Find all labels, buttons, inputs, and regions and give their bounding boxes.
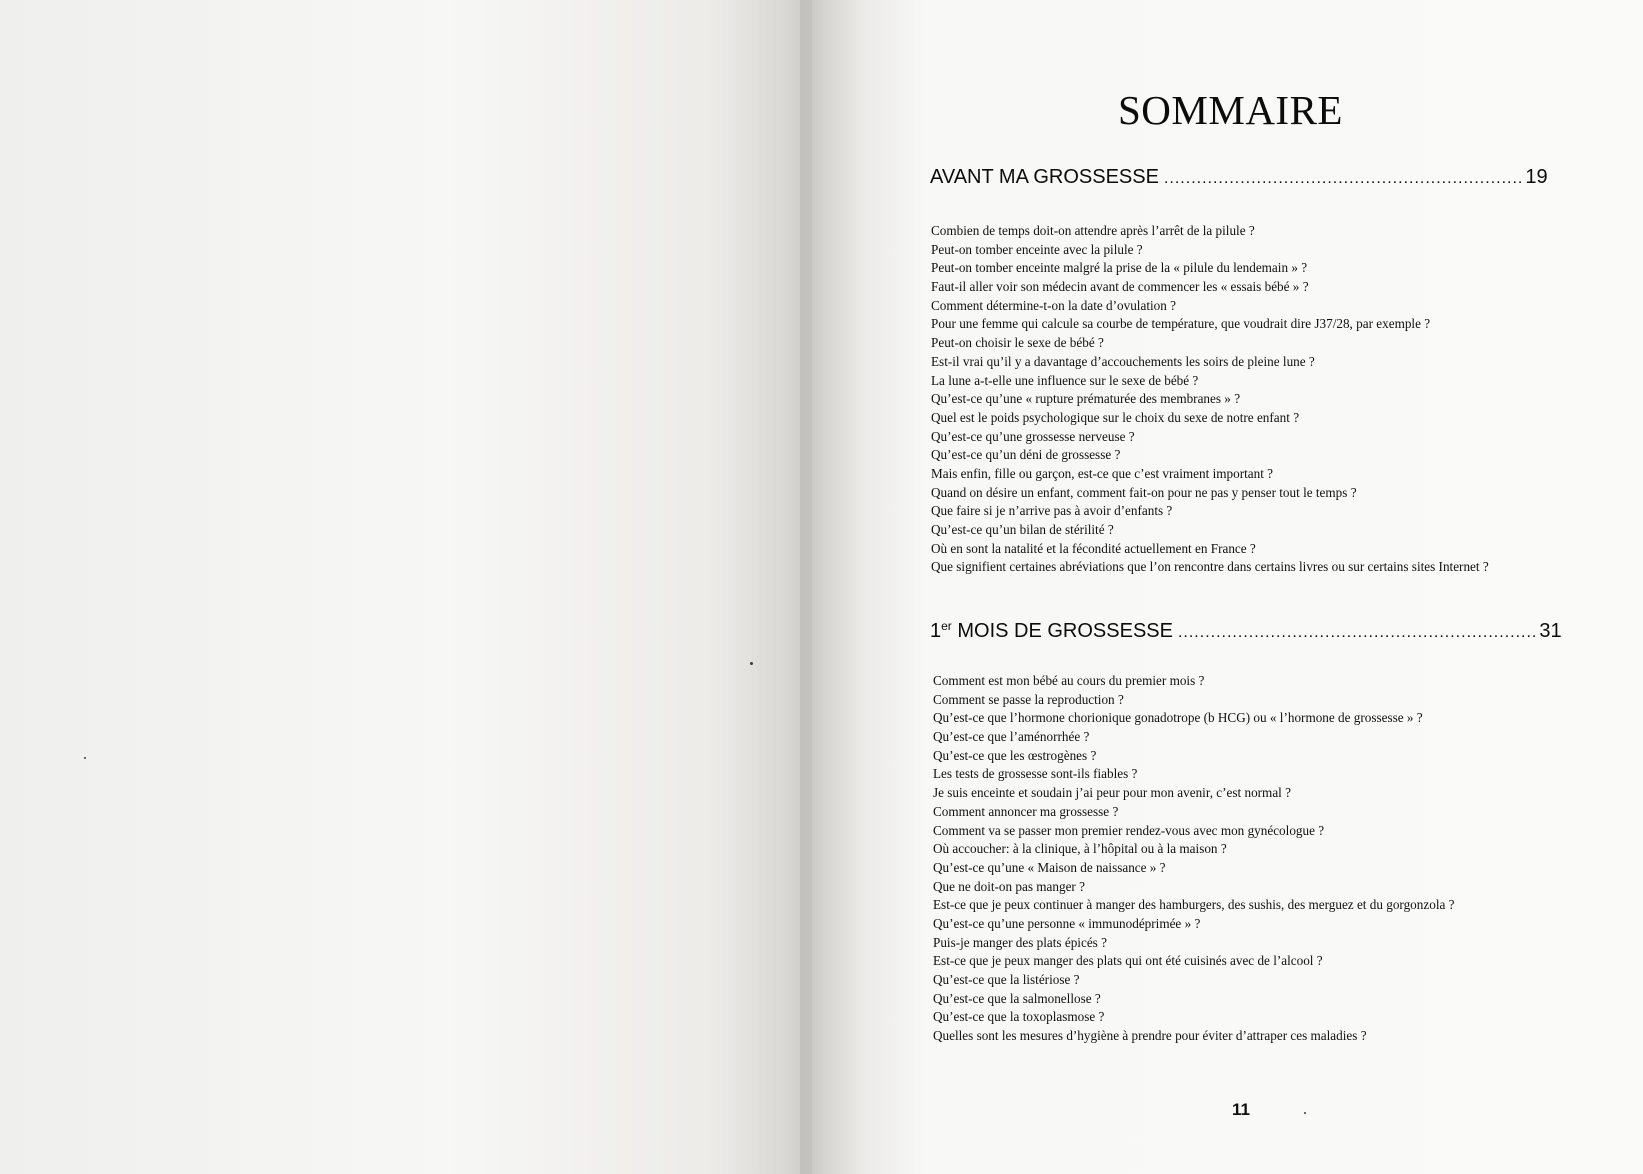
list-item: Peut-on choisir le sexe de bébé ? bbox=[931, 335, 1104, 351]
list-item: Qu’est-ce qu’un déni de grossesse ? bbox=[931, 447, 1121, 463]
list-item: Que ne doit-on pas manger ? bbox=[933, 878, 1085, 894]
list-item: Qu’est-ce qu’une « Maison de naissance » ? bbox=[933, 859, 1166, 875]
list-item: Qu’est-ce que l’aménorrhée ? bbox=[933, 729, 1090, 745]
list-item: Peut-on tomber enceinte malgré la prise de la « pilule du lendemain » ? bbox=[931, 260, 1308, 276]
section-title: 1er MOIS DE GROSSESSE bbox=[930, 619, 1173, 642]
list-item: Combien de temps doit-on attendre après l’arrêt de la pilule ? bbox=[931, 223, 1255, 238]
page-number: 11 bbox=[1232, 1100, 1250, 1119]
list-item: Quelles sont les mesures d’hygiène à prendre pour éviter d’attraper ces maladies ? bbox=[933, 1028, 1367, 1044]
list-item: Peut-on tomber enceinte avec la pilule ? bbox=[931, 241, 1143, 257]
question-list-1er-mois bbox=[933, 672, 1455, 1046]
list-item: Qu’est-ce qu’une grossesse nerveuse ? bbox=[931, 428, 1135, 444]
list-item: Que faire si je n’arrive pas à avoir d’enfants ? bbox=[931, 503, 1173, 519]
list-item: Puis-je manger des plats épicés ? bbox=[933, 934, 1107, 950]
list-item: Qu’est-ce que la toxoplasmose ? bbox=[933, 1009, 1105, 1025]
list-item: Quel est le poids psychologique sur le choix du sexe de notre enfant ? bbox=[931, 409, 1300, 425]
section-page-number: 19 bbox=[1525, 166, 1548, 188]
list-item: La lune a-t-elle une influence sur le sexe de bébé ? bbox=[931, 372, 1199, 388]
book-gutter-shadow bbox=[800, 0, 910, 1174]
page-title: SOMMAIRE bbox=[1118, 87, 1343, 133]
list-item: Quand on désire un enfant, comment fait-on pour ne pas y penser tout le temps ? bbox=[931, 484, 1357, 500]
speck-mark bbox=[750, 662, 753, 665]
list-item: Qu’est-ce qu’une « rupture prématurée des membranes » ? bbox=[931, 391, 1241, 407]
list-item: Est-ce que je peux manger des plats qui ont été cuisinés avec de l’alcool ? bbox=[933, 953, 1323, 969]
question-list-avant-ma-grossesse bbox=[931, 222, 1489, 577]
list-item: Faut-il aller voir son médecin avant de commencer les « essais bébé » ? bbox=[931, 279, 1309, 295]
list-item: Est-ce que je peux continuer à manger des hamburgers, des sushis, des merguez et du gorgonzola ? bbox=[933, 897, 1455, 913]
list-item: Je suis enceinte et soudain j’ai peur pour mon avenir, c’est normal ? bbox=[933, 785, 1291, 801]
list-item: Mais enfin, fille ou garçon, est-ce que c’est vraiment important ? bbox=[931, 465, 1274, 481]
list-item: Que signifient certaines abréviations que l’on rencontre dans certains livres ou sur certains sites Internet ? bbox=[931, 559, 1489, 575]
list-item: Est-il vrai qu’il y a davantage d’accouchements les soirs de pleine lune ? bbox=[931, 353, 1315, 369]
section-heading-1er-mois bbox=[930, 619, 1562, 646]
list-item: Comment se passe la reproduction ? bbox=[933, 691, 1124, 707]
section-title: AVANT MA GROSSESSE bbox=[930, 166, 1159, 188]
leader-dots: .................................................................. bbox=[1163, 170, 1524, 187]
list-item: Qu’est-ce que les œstrogènes ? bbox=[933, 747, 1097, 763]
list-item: Comment détermine-t-on la date d’ovulation ? bbox=[931, 297, 1176, 313]
speck-mark bbox=[1304, 1112, 1306, 1114]
section-page-number: 31 bbox=[1539, 620, 1562, 642]
list-item: Pour une femme qui calcule sa courbe de température, que voudrait dire J37/28, par exemple ? bbox=[931, 316, 1431, 332]
list-item: Qu’est-ce qu’une personne « immunodéprimée » ? bbox=[933, 915, 1201, 931]
list-item: Comment est mon bébé au cours du premier mois ? bbox=[933, 673, 1205, 688]
section-heading-avant-ma-grossesse bbox=[930, 166, 1548, 192]
list-item: Comment va se passer mon premier rendez-vous avec mon gynécologue ? bbox=[933, 822, 1325, 838]
list-item: Les tests de grossesse sont-ils fiables ? bbox=[933, 766, 1138, 782]
list-item: Qu’est-ce que la listériose ? bbox=[933, 972, 1080, 987]
leader-dots: .................................................................. bbox=[1177, 624, 1538, 641]
list-item: Qu’est-ce qu’un bilan de stérilité ? bbox=[931, 522, 1114, 537]
list-item: Où en sont la natalité et la fécondité actuellement en France ? bbox=[931, 540, 1256, 556]
list-item: Qu’est-ce que la salmonellose ? bbox=[933, 990, 1101, 1006]
list-item: Comment annoncer ma grossesse ? bbox=[933, 803, 1119, 819]
list-item: Où accoucher: à la clinique, à l’hôpital ou à la maison ? bbox=[933, 841, 1227, 857]
left-page-blank bbox=[0, 0, 812, 1174]
list-item: Qu’est-ce que l’hormone chorionique gonadotrope (b HCG) ou « l’hormone de grossesse » ? bbox=[933, 710, 1423, 726]
speck-mark bbox=[84, 757, 86, 759]
